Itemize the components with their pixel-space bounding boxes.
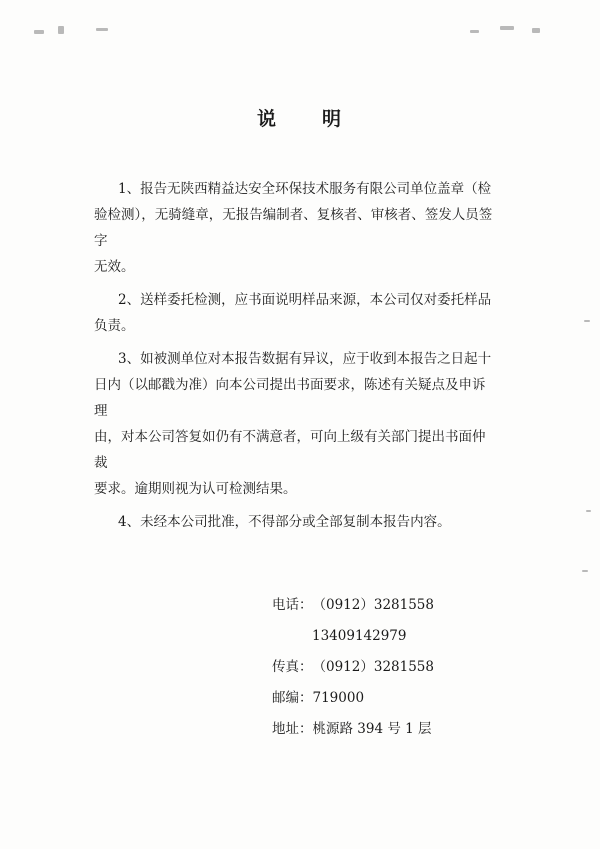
- title-char: 明: [322, 108, 344, 130]
- clause-line: 2、送样委托检测，应书面说明样品来源，本公司仅对委托样品: [118, 292, 492, 308]
- clause-1: [94, 176, 498, 280]
- clause-3: [94, 346, 498, 502]
- scan-speck: [500, 26, 514, 30]
- clause-line: 无效。: [94, 259, 135, 275]
- page-title: [0, 104, 600, 131]
- clause-line: 1、报告无陕西精益达安全环保技术服务有限公司单位盖章（检: [118, 181, 492, 197]
- fax-row: [272, 652, 434, 683]
- postcode-label: 邮编：: [272, 690, 313, 706]
- title-char: 说: [256, 108, 278, 130]
- clause-line: 日内（以邮戳为准）向本公司提出书面要求，陈述有关疑点及申诉理: [94, 377, 486, 419]
- contact-block: [272, 590, 434, 745]
- scan-speck: [34, 30, 44, 34]
- scan-speck: [582, 570, 588, 572]
- clause-line: 负责。: [94, 318, 135, 334]
- phone-label: 电话：: [272, 597, 313, 613]
- clause-line: 要求。逾期则视为认可检测结果。: [94, 481, 297, 497]
- scan-speck: [470, 30, 479, 33]
- clause-line: 由，对本公司答复如仍有不满意者，可向上级有关部门提出书面仲裁: [94, 429, 486, 471]
- postcode-value: 719000: [312, 690, 365, 706]
- clause-2: [94, 287, 498, 339]
- phone-value: （0912）3281558: [312, 597, 434, 613]
- clause-line: 3、如被测单位对本报告数据有异议，应于收到本报告之日起十: [118, 351, 492, 367]
- address-label: 地址：: [272, 721, 313, 737]
- clause-4: [118, 509, 498, 535]
- clause-line: 4、未经本公司批准，不得部分或全部复制本报告内容。: [118, 514, 451, 530]
- address-value: 桃源路 394 号 1 层: [312, 721, 432, 737]
- address-row: [272, 714, 434, 745]
- phone-row-2: [272, 621, 434, 652]
- postcode-row: [272, 683, 434, 714]
- fax-value: （0912）3281558: [312, 659, 434, 675]
- scan-speck: [532, 28, 540, 33]
- scan-speck: [58, 26, 64, 34]
- clause-line: 验检测），无骑缝章，无报告编制者、复核者、审核者、签发人员签字: [94, 207, 493, 249]
- phone-row: [272, 590, 434, 621]
- scan-speck: [586, 510, 591, 512]
- fax-label: 传真：: [272, 659, 313, 675]
- scan-speck: [584, 320, 590, 322]
- scan-speck: [96, 28, 108, 31]
- mobile-value: 13409142979: [312, 628, 407, 644]
- clause-list: [94, 176, 498, 542]
